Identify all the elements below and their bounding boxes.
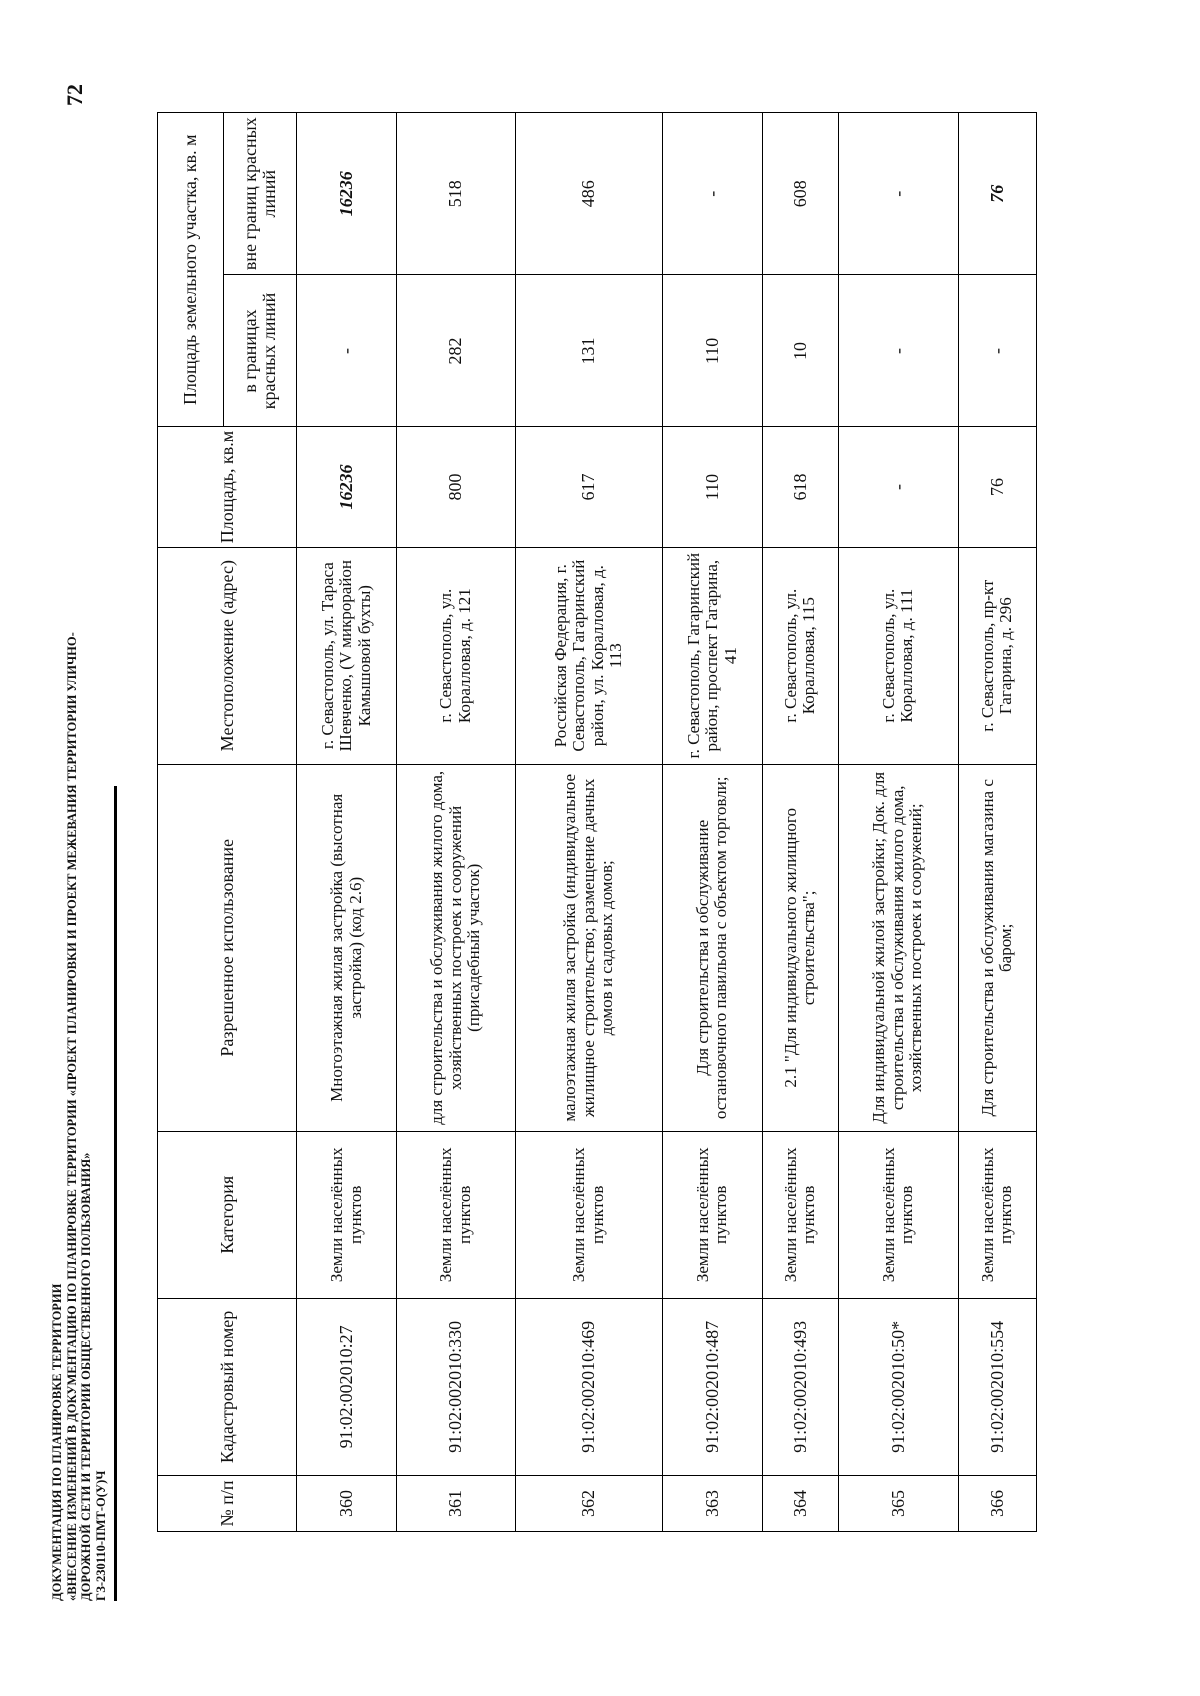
cell-num: 363 <box>663 1475 762 1531</box>
header-inside: в границах красных линий <box>224 275 297 427</box>
cell-use: для строительства и обслуживания жилого дома, хозяйственных построек и сооружений (присадебный участок) <box>397 764 515 1131</box>
cell-address: г. Севастополь, ул. Коралловая, д. 111 <box>838 547 958 764</box>
cell-use: Многоэтажная жилая застройка (высотная застройка) (код 2.6) <box>297 764 397 1131</box>
cell-num: 361 <box>397 1475 515 1531</box>
header-category: Категория <box>158 1131 297 1298</box>
cell-inside: - <box>958 275 1036 427</box>
cell-use: 2.1 "Для индивидуального жилищного строительства"; <box>762 764 838 1131</box>
cell-inside: 110 <box>663 275 762 427</box>
cell-outside: 608 <box>762 113 838 275</box>
cell-inside: - <box>297 275 397 427</box>
cell-cadastral: 91:02:002010:554 <box>958 1298 1036 1475</box>
cell-cadastral: 91:02:002010:493 <box>762 1298 838 1475</box>
cell-category: Земли населённых пунктов <box>297 1131 397 1298</box>
cell-num: 362 <box>515 1475 663 1531</box>
cell-category: Земли населённых пунктов <box>397 1131 515 1298</box>
cell-use: Для индивидуальной жилой застройки; Док. для строительства и обслуживания жилого дома, хозяйственных построек и сооружений; <box>838 764 958 1131</box>
cell-cadastral: 91:02:002010:50* <box>838 1298 958 1475</box>
cell-cadastral: 91:02:002010:27 <box>297 1298 397 1475</box>
cell-area: 110 <box>663 427 762 547</box>
cell-cadastral: 91:02:002010:487 <box>663 1298 762 1475</box>
header-use: Разрешенное использование <box>158 764 297 1131</box>
header-cadastral: Кадастровый номер <box>158 1298 297 1475</box>
cell-area: 800 <box>397 427 515 547</box>
cell-outside: - <box>838 113 958 275</box>
cell-cadastral: 91:02:002010:330 <box>397 1298 515 1475</box>
table-row <box>663 113 762 1532</box>
cell-outside: 518 <box>397 113 515 275</box>
cell-use: Для строительства и обслуживания магазина с баром; <box>958 764 1036 1131</box>
cell-address: г. Севастополь, ул. Тараса Шевченко, (V микрорайон Камышовой бухты) <box>297 547 397 764</box>
page-number: 72 <box>62 84 87 106</box>
cell-inside: 131 <box>515 275 663 427</box>
header-address: Местоположение (адрес) <box>158 547 297 764</box>
cell-category: Земли населённых пунктов <box>838 1131 958 1298</box>
header-outside: вне границ красных линий <box>224 113 297 275</box>
header-line: ДОРОЖНОЙ СЕТИ И ТЕРРИТОРИИ ОБЩЕСТВЕННОГО ПОЛЬЗОВАНИЯ» <box>79 1152 93 1601</box>
cell-area: 617 <box>515 427 663 547</box>
cell-num: 360 <box>297 1475 397 1531</box>
header-line: ГЗ-230110-ПМТ-О(У)Ч <box>93 1470 108 1601</box>
cell-inside: 10 <box>762 275 838 427</box>
cell-use: малоэтажная жилая застройка (индивидуальное жилищное строительство; размещение дачных домов и садовых домов; <box>515 764 663 1131</box>
document-header <box>50 181 117 1601</box>
header-rule <box>114 786 117 1601</box>
cell-address: Российская Федерация, г. Севастополь, Гагаринский район, ул. Коралловая, д. 113 <box>515 547 663 764</box>
cell-num: 364 <box>762 1475 838 1531</box>
header-num: № п/п <box>158 1475 297 1531</box>
cell-inside: 282 <box>397 275 515 427</box>
cell-outside: 486 <box>515 113 663 275</box>
cell-cadastral: 91:02:002010:469 <box>515 1298 663 1475</box>
table-row <box>762 113 838 1532</box>
cell-address: г. Севастополь, ул. Коралловая, д. 121 <box>397 547 515 764</box>
table-row <box>838 113 958 1532</box>
table-row <box>297 113 397 1532</box>
cell-num: 366 <box>958 1475 1036 1531</box>
table-row <box>958 113 1036 1532</box>
cell-address: г. Севастополь, ул. Коралловая, 115 <box>762 547 838 764</box>
header-plot-area: Площадь земельного участка, кв. м <box>158 113 224 428</box>
cell-area: - <box>838 427 958 547</box>
header-line: ДОКУМЕНТАЦИЯ ПО ПЛАНИРОВКЕ ТЕРРИТОРИИ <box>50 1283 64 1601</box>
cell-category: Земли населённых пунктов <box>958 1131 1036 1298</box>
land-plots-table <box>157 112 1037 1532</box>
cell-address: г. Севастополь, Гагаринский район, проспект Гагарина, 41 <box>663 547 762 764</box>
cell-area: 76 <box>958 427 1036 547</box>
cell-category: Земли населённых пунктов <box>663 1131 762 1298</box>
cell-num: 365 <box>838 1475 958 1531</box>
header-line: «ВНЕСЕНИЕ ИЗМЕНЕНИЙ В ДОКУМЕНТАЦИЮ ПО ПЛАНИРОВКЕ ТЕРРИТОРИИ «ПРОЕКТ ПЛАНИРОВКИ И ПРОЕКТ МЕЖЕВАНИЯ ТЕРРИТОРИИ УЛИЧНО- <box>64 632 79 1601</box>
cell-outside: 76 <box>958 113 1036 275</box>
cell-area: 618 <box>762 427 838 547</box>
table-row <box>397 113 515 1532</box>
cell-use: Для строительства и обслуживание остановочного павильона с объектом торговли; <box>663 764 762 1131</box>
cell-outside: 16236 <box>297 113 397 275</box>
cell-inside: - <box>838 275 958 427</box>
header-area: Площадь, кв.м <box>158 427 297 547</box>
cell-address: г. Севастополь, пр-кт Гагарина, д. 296 <box>958 547 1036 764</box>
cell-category: Земли населённых пунктов <box>762 1131 838 1298</box>
table-row <box>515 113 663 1532</box>
cell-category: Земли населённых пунктов <box>515 1131 663 1298</box>
cell-outside: - <box>663 113 762 275</box>
cell-area: 16236 <box>297 427 397 547</box>
